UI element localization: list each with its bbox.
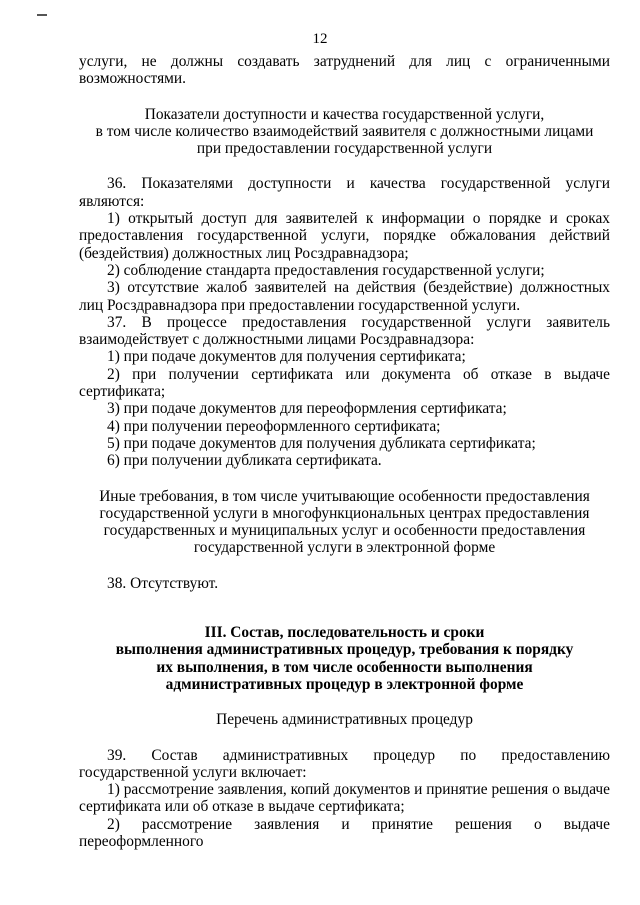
paragraph-39: 39. Состав административных процедур по предоставлению государственной услуги включает: <box>79 746 610 781</box>
paragraph-37: 37. В процессе предоставления государственной услуги заявитель взаимодействует с должностными лицами Росздравнадзора: <box>79 313 610 349</box>
heading-procedures-list: Перечень административных процедур <box>216 711 473 729</box>
list-item: 6) при получении дубликата сертификата. <box>107 452 382 470</box>
list-item: 3) при подаче документов для переоформления сертификата; <box>107 400 507 418</box>
scan-mark <box>37 14 47 16</box>
heading-other-requirements <box>79 488 610 557</box>
document-body <box>79 53 610 850</box>
paragraph-intro: услуги, не должны создавать затруднений для лиц с ограниченными возможностями. <box>79 53 610 88</box>
heading-line: государственной услуги в электронной форме <box>193 539 496 557</box>
list-item: 4) при получении переоформленного сертификата; <box>107 417 441 435</box>
heading-line: в том числе количество взаимодействий заявителя с должностными лицами <box>95 122 594 140</box>
section-heading <box>79 624 610 693</box>
heading-line: их выполнения, в том числе особенности выполнения <box>156 658 533 676</box>
heading-line: III. Состав, последовательность и сроки <box>204 624 485 642</box>
list-item: 1) при подаче документов для получения сертификата; <box>107 348 466 366</box>
heading-line: Показатели доступности и качества государственной услуги, <box>144 105 545 123</box>
heading-line: административных процедур в электронной форме <box>165 675 524 693</box>
list-item: 1) рассмотрение заявления, копий документов и принятие решения о выдаче сертификата или об отказе в выдаче сертификата; <box>79 781 610 816</box>
heading-accessibility <box>79 106 610 158</box>
heading-line: государственных и муниципальных услуг и особенности предоставления <box>103 522 586 540</box>
list-item: 2) при получении сертификата или документа об отказе в выдаче сертификата; <box>79 365 610 401</box>
list-item: 5) при подаче документов для получения дубликата сертификата; <box>107 434 536 452</box>
paragraph-36: 36. Показателями доступности и качества государственной услуги являются: <box>79 175 610 210</box>
list-item: 2) рассмотрение заявления и принятие решения о выдаче переоформленного <box>79 815 610 850</box>
heading-line: Иные требования, в том числе учитывающие особенности предоставления <box>99 487 590 505</box>
page-number: 12 <box>312 31 328 47</box>
paragraph-38: 38. Отсутствуют. <box>107 574 219 592</box>
heading-line: при предоставлении государственной услуги <box>196 140 493 158</box>
heading-line: выполнения административных процедур, требования к порядку <box>115 641 574 659</box>
list-item: 1) открытый доступ для заявителей к информации о порядке и сроках предоставления государственной услуги, порядке обжалования действий (бездействия) должностных лиц Росздравнадзора; <box>79 210 610 262</box>
list-item: 2) соблюдение стандарта предоставления государственной услуги; <box>107 261 545 279</box>
list-item: 3) отсутствие жалоб заявителей на действия (бездействие) должностных лиц Росздравнадзора при предоставлении государственной услуги. <box>79 279 610 314</box>
heading-line: государственной услуги в многофункциональных центрах предоставления <box>99 504 590 522</box>
